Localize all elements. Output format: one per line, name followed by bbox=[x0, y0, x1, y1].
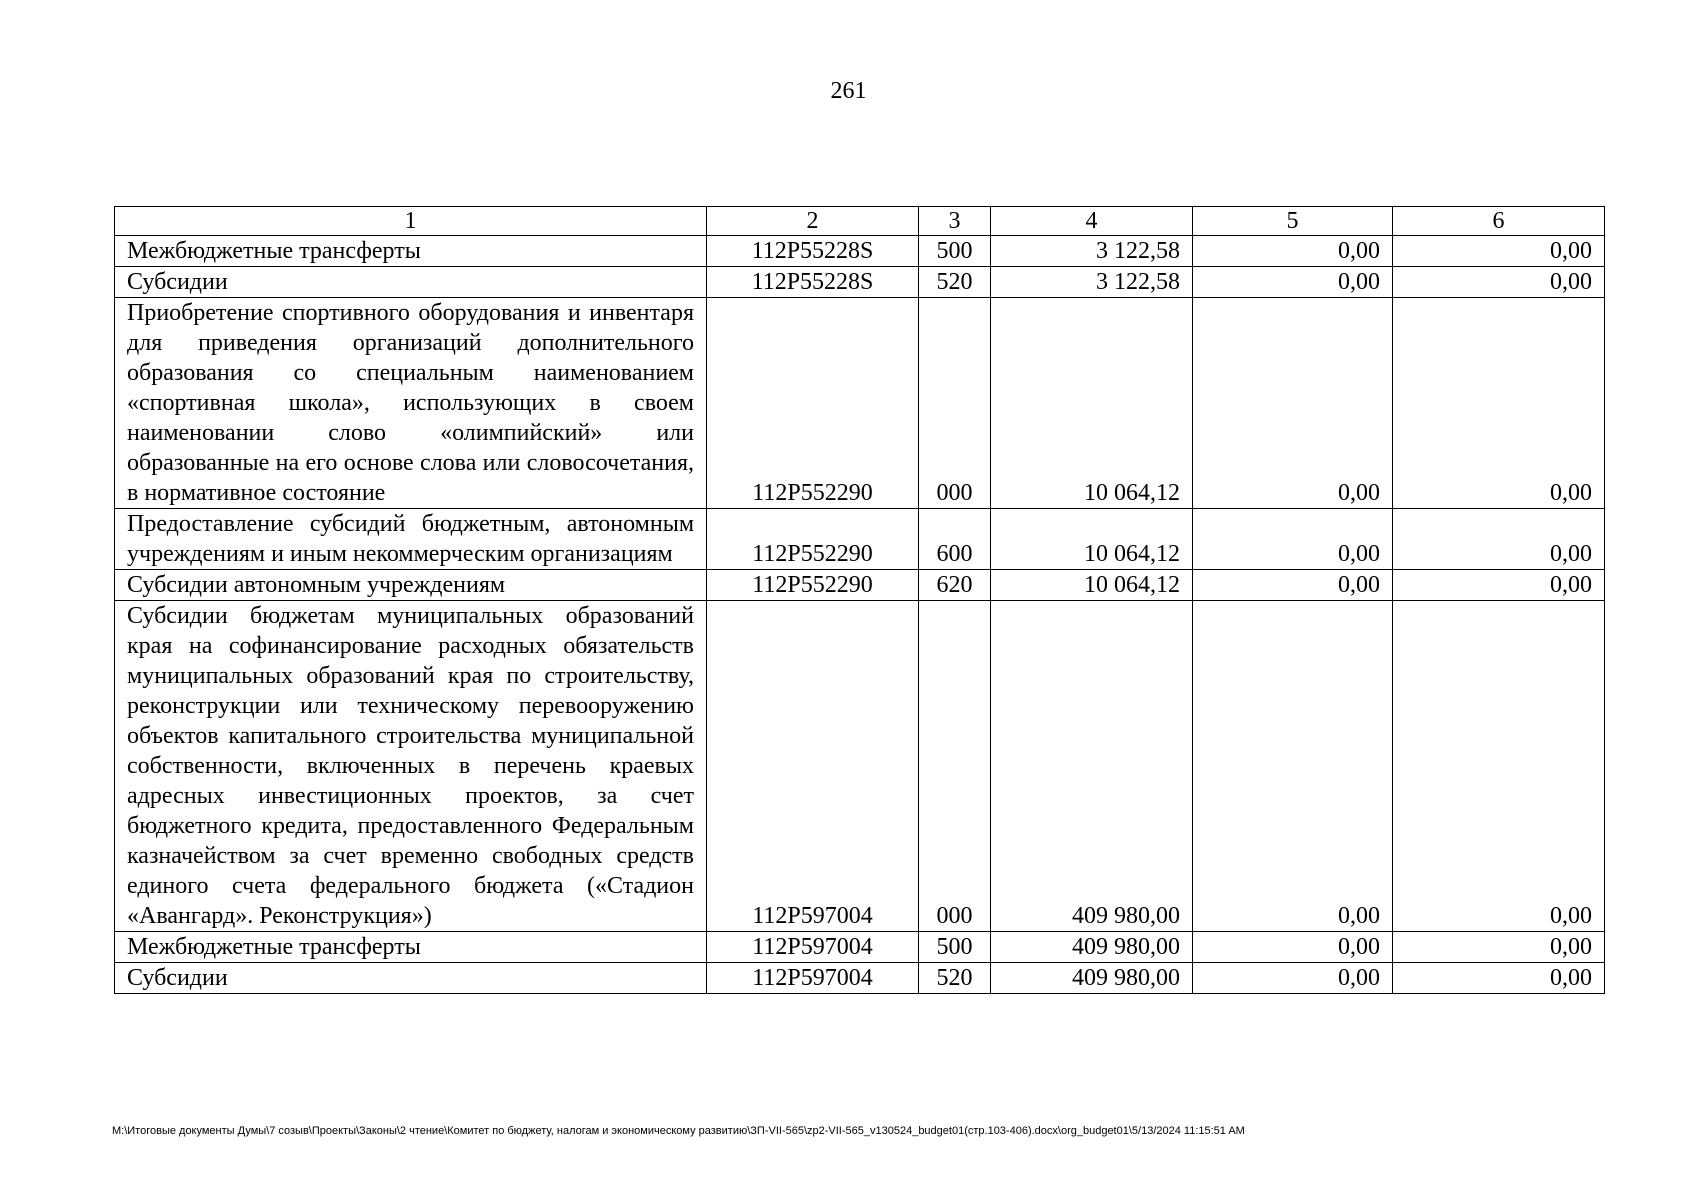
row-value-5: 0,00 bbox=[1193, 298, 1393, 509]
row-value-4: 10 064,12 bbox=[991, 509, 1193, 570]
table-row bbox=[115, 509, 1605, 570]
column-header: 1 bbox=[115, 207, 707, 236]
row-expense-type: 000 bbox=[919, 601, 991, 932]
row-value-4: 409 980,00 bbox=[991, 932, 1193, 963]
table-row bbox=[115, 298, 1605, 509]
row-value-5: 0,00 bbox=[1193, 570, 1393, 601]
row-code: 112P55228S bbox=[707, 236, 919, 267]
row-name: Субсидии bbox=[115, 963, 707, 994]
row-value-6: 0,00 bbox=[1393, 963, 1605, 994]
row-expense-type: 500 bbox=[919, 932, 991, 963]
row-value-5: 0,00 bbox=[1193, 267, 1393, 298]
row-code: 112P55228S bbox=[707, 267, 919, 298]
row-code: 112P552290 bbox=[707, 298, 919, 509]
row-name: Субсидии автономным учреждениям bbox=[115, 570, 707, 601]
row-code: 112P597004 bbox=[707, 601, 919, 932]
row-expense-type: 520 bbox=[919, 963, 991, 994]
row-value-5: 0,00 bbox=[1193, 932, 1393, 963]
row-value-5: 0,00 bbox=[1193, 963, 1393, 994]
row-expense-type: 000 bbox=[919, 298, 991, 509]
row-value-5: 0,00 bbox=[1193, 601, 1393, 932]
row-code: 112P552290 bbox=[707, 570, 919, 601]
row-name: Приобретение спортивного оборудования и инвентаря для приведения организаций дополнительного образования со специальным наименованием «спортивная школа», использующих в своем наименовании слово «олимпийский» или образованные на его основе слова или словосочетания, в нормативное состояние bbox=[115, 298, 707, 509]
row-value-6: 0,00 bbox=[1393, 236, 1605, 267]
column-header: 3 bbox=[919, 207, 991, 236]
table-row bbox=[115, 570, 1605, 601]
page-number: 261 bbox=[830, 78, 867, 104]
row-value-6: 0,00 bbox=[1393, 932, 1605, 963]
column-header: 2 bbox=[707, 207, 919, 236]
row-value-5: 0,00 bbox=[1193, 236, 1393, 267]
row-name: Межбюджетные трансферты bbox=[115, 236, 707, 267]
table-row bbox=[115, 601, 1605, 932]
row-code: 112P552290 bbox=[707, 509, 919, 570]
budget-table bbox=[114, 206, 1605, 994]
row-expense-type: 600 bbox=[919, 509, 991, 570]
row-expense-type: 520 bbox=[919, 267, 991, 298]
column-header: 6 bbox=[1393, 207, 1605, 236]
row-value-6: 0,00 bbox=[1393, 509, 1605, 570]
table-row bbox=[115, 963, 1605, 994]
column-header: 5 bbox=[1193, 207, 1393, 236]
row-value-4: 3 122,58 bbox=[991, 267, 1193, 298]
row-value-4: 3 122,58 bbox=[991, 236, 1193, 267]
row-value-6: 0,00 bbox=[1393, 267, 1605, 298]
row-code: 112P597004 bbox=[707, 963, 919, 994]
row-expense-type: 500 bbox=[919, 236, 991, 267]
row-name: Субсидии bbox=[115, 267, 707, 298]
row-value-4: 10 064,12 bbox=[991, 298, 1193, 509]
footer-file-path: M:\Итоговые документы Думы\7 созыв\Проекты\Законы\2 чтение\Комитет по бюджету, налогам и экономическому развитию\ЗП-VII-565\zp2-VII-565_v130524_budget01(стр.103-406).docx\org_budget01\5/13/2024 11:15:51 AM bbox=[112, 1125, 1245, 1137]
row-name: Субсидии бюджетам муниципальных образований края на софинансирование расходных обязательств муниципальных образований края по строительству, реконструкции или техническому перевооружению объектов капитального строительства муниципальной собственности, включенных в перечень краевых адресных инвестиционных проектов, за счет бюджетного кредита, предоставленного Федеральным казначейством за счет временно свободных средств единого счета федерального бюджета («Стадион «Авангард». Реконструкция») bbox=[115, 601, 707, 932]
column-header: 4 bbox=[991, 207, 1193, 236]
table-row bbox=[115, 236, 1605, 267]
row-name: Межбюджетные трансферты bbox=[115, 932, 707, 963]
row-value-6: 0,00 bbox=[1393, 601, 1605, 932]
row-value-6: 0,00 bbox=[1393, 570, 1605, 601]
row-code: 112P597004 bbox=[707, 932, 919, 963]
row-value-4: 409 980,00 bbox=[991, 601, 1193, 932]
header-row bbox=[115, 207, 1605, 236]
table-row bbox=[115, 932, 1605, 963]
row-value-4: 409 980,00 bbox=[991, 963, 1193, 994]
row-value-5: 0,00 bbox=[1193, 509, 1393, 570]
row-expense-type: 620 bbox=[919, 570, 991, 601]
table-row bbox=[115, 267, 1605, 298]
row-name: Предоставление субсидий бюджетным, автономным учреждениям и иным некоммерческим организациям bbox=[115, 509, 707, 570]
row-value-6: 0,00 bbox=[1393, 298, 1605, 509]
row-value-4: 10 064,12 bbox=[991, 570, 1193, 601]
